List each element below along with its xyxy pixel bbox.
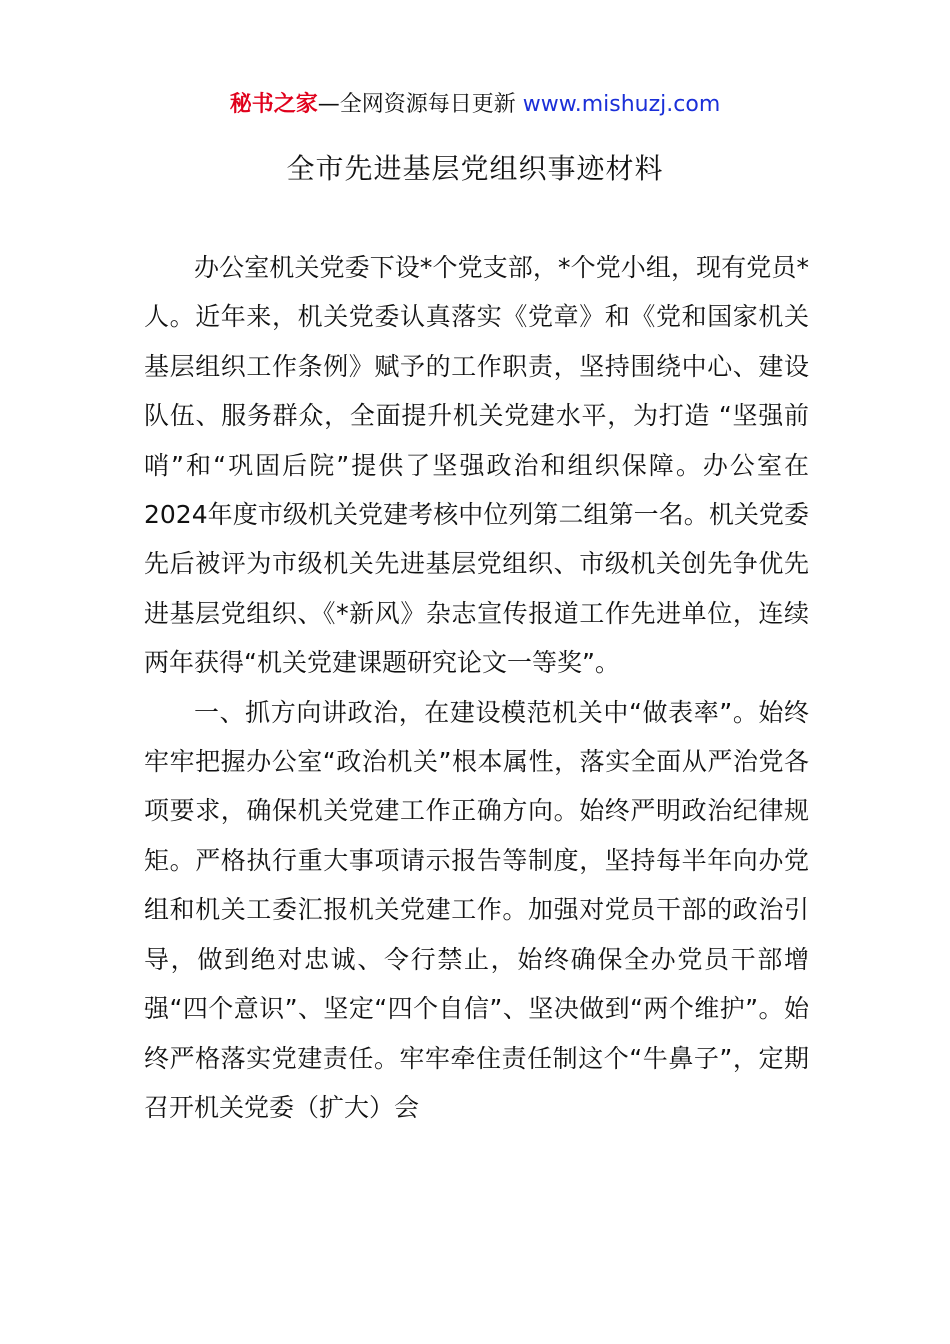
body-paragraph: 办公室机关党委下设*个党支部，*个党小组，现有党员*人。近年来，机关党委认真落实《党章》和《党和国家机关基层组织工作条例》赋予的工作职责，坚持围绕中心、建设队伍、服务群众，全面提升机关党建水平，为打造 “坚强前哨”和“巩固后院”提供了坚强政治和组织保障。办公室在2024年度市级机关党建考核中位列第二组第一名。机关党委先后被评为市级机关先进基层党组织、市级机关创先争优先进基层党组织、《*新风》杂志宣传报道工作先进单位，连续两年获得“机关党建课题研究论文一等奖”。 bbox=[144, 253, 809, 678]
body-paragraph: 一、抓方向讲政治，在建设模范机关中“做表率”。始终牢牢把握办公室“政治机关”根本属性，落实全面从严治党各项要求，确保机关党建工作正确方向。始终严明政治纪律规矩。严格执行重大事项请示报告等制度，坚持每半年向办党组和机关工委汇报机关党建工作。加强对党员干部的政治引导，做到绝对忠诚、令行禁止，始终确保全办党员干部增强“四个意识”、坚定“四个自信”、坚决做到“两个维护”。始终严格落实党建责任。牢牢牵住责任制这个“牛鼻子”，定期召开机关党委（扩大）会 bbox=[144, 697, 809, 1122]
site-tagline: —全网资源每日更新 bbox=[317, 92, 523, 117]
site-header bbox=[0, 88, 950, 122]
document-title: 全市先进基层党组织事迹材料 bbox=[286, 152, 664, 185]
site-url-link[interactable]: www.mishuzj.com bbox=[522, 92, 721, 117]
document-body bbox=[144, 243, 809, 1132]
site-brand: 秘书之家 bbox=[229, 92, 318, 117]
